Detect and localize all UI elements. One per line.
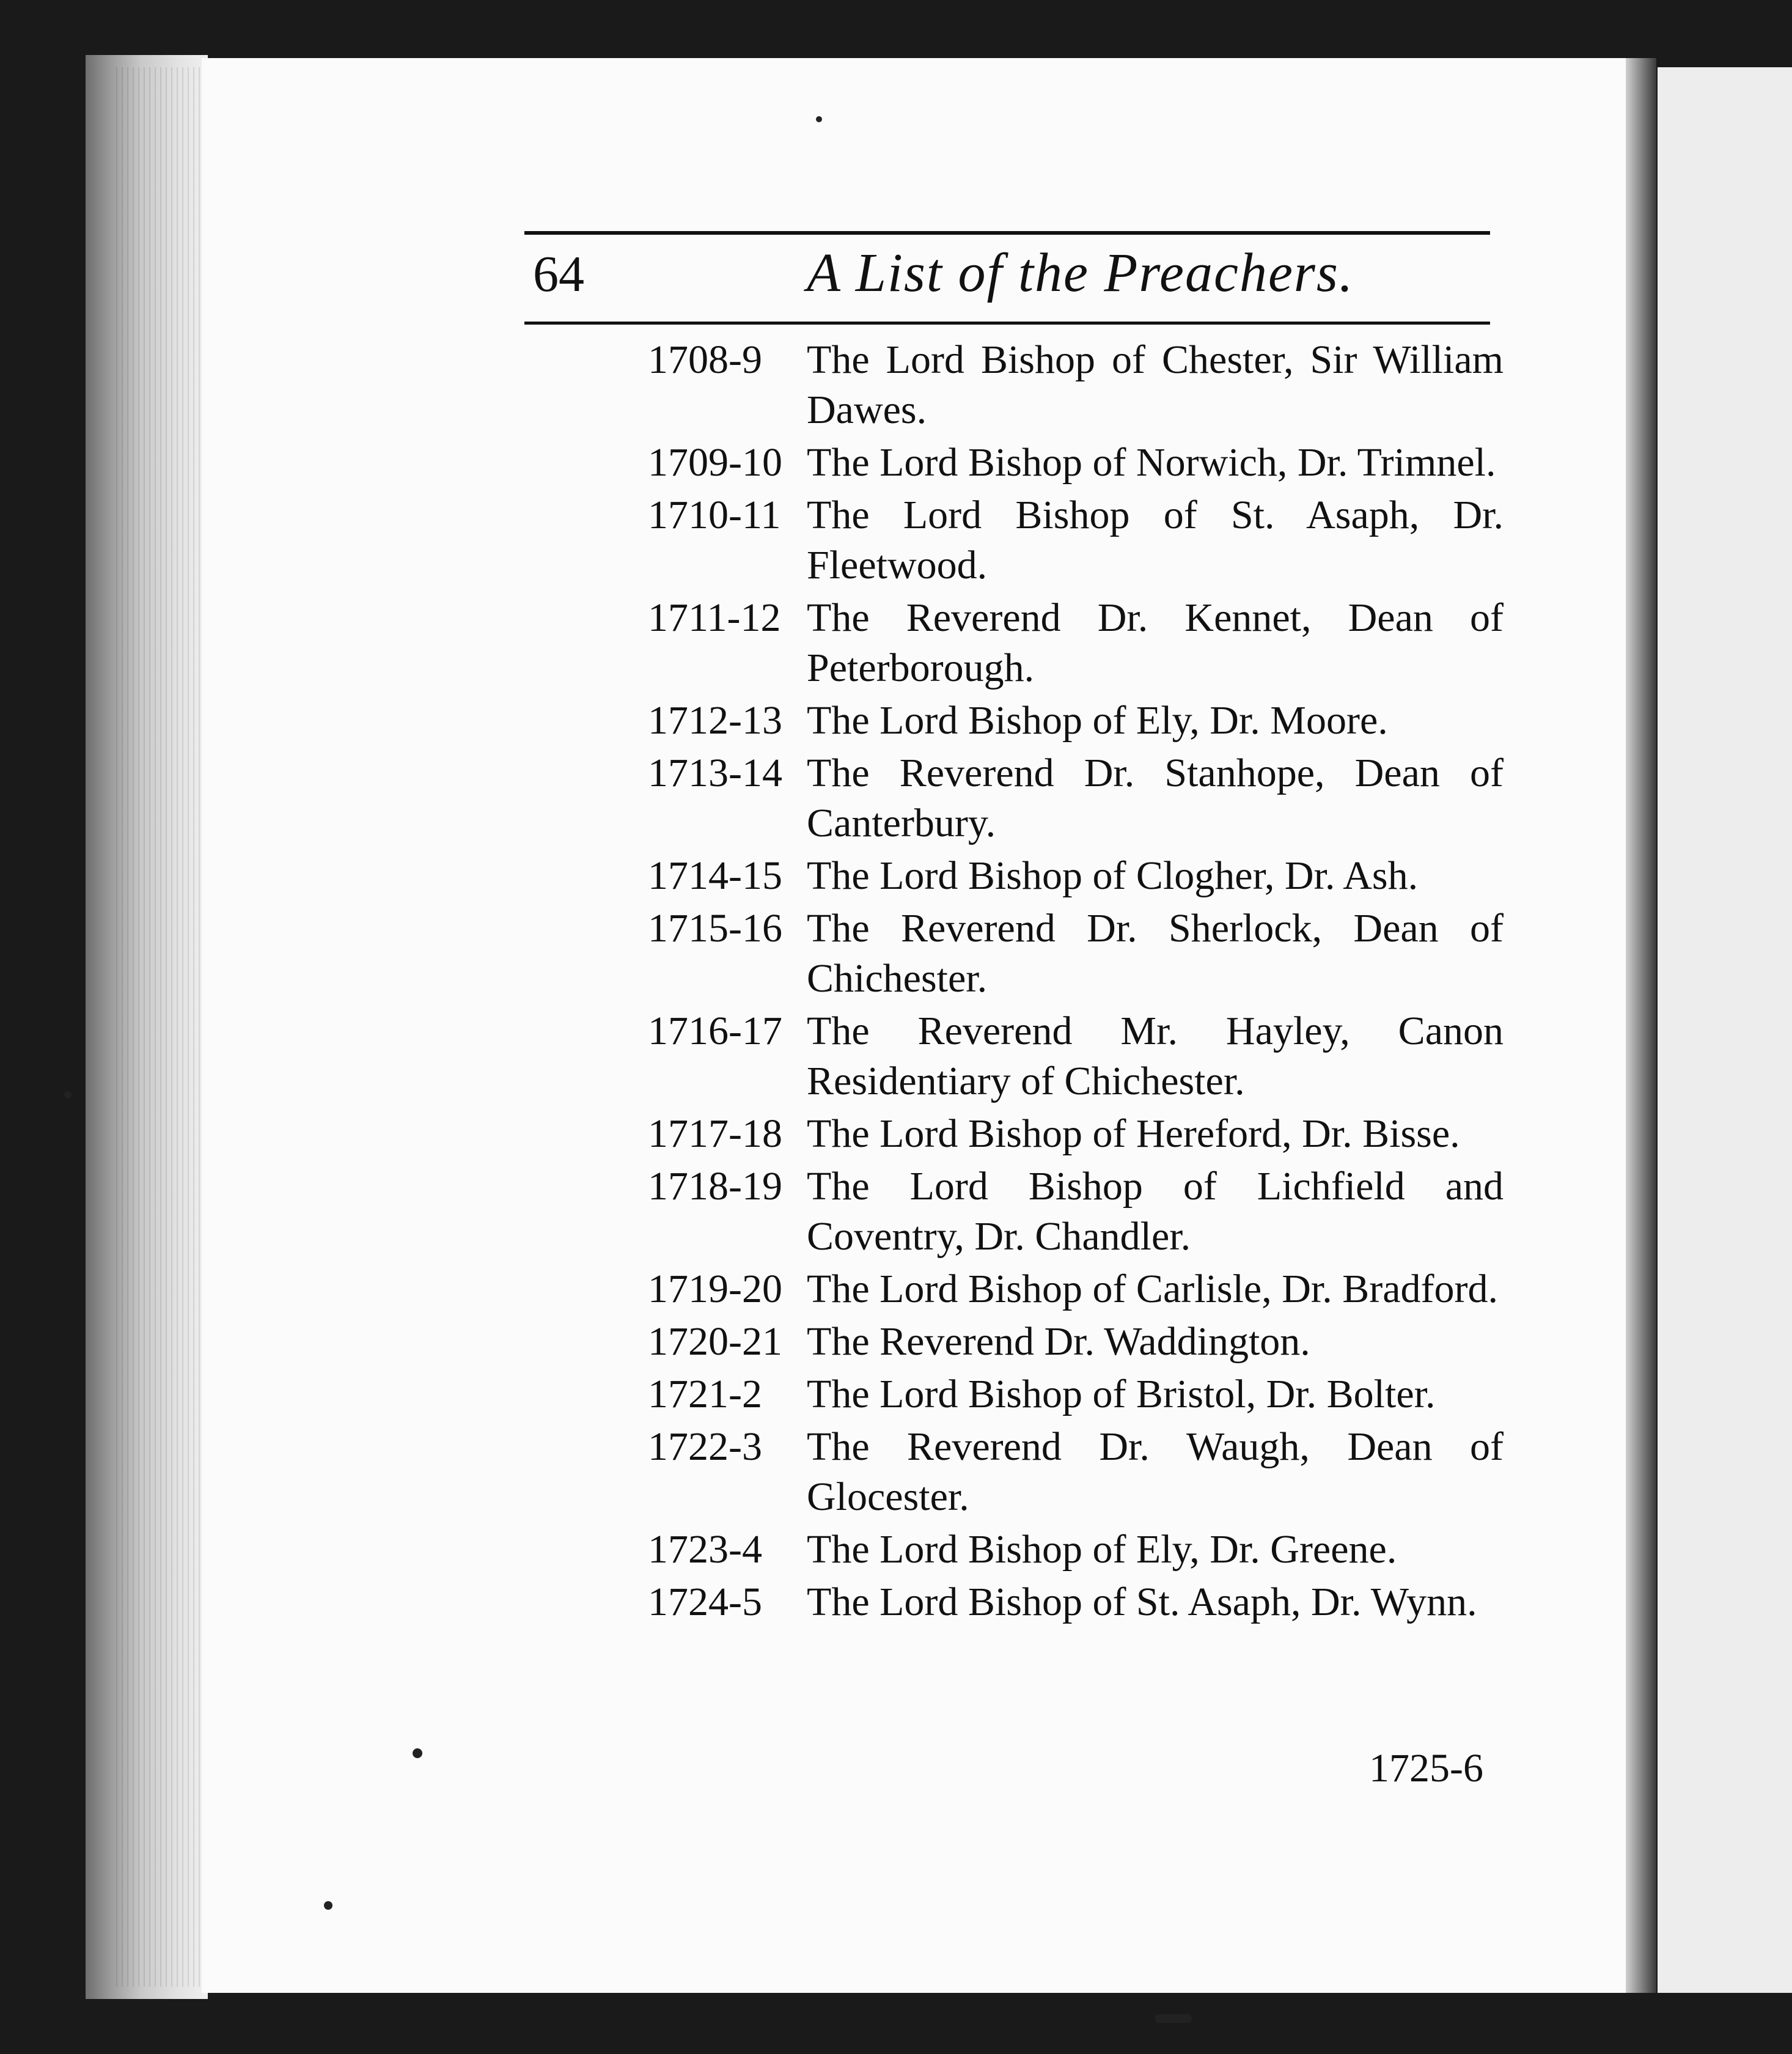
entry-year: 1721-2 (648, 1372, 762, 1416)
ink-speck (64, 1091, 72, 1099)
list-entry (648, 748, 1504, 848)
list-entry (648, 1006, 1504, 1106)
list-entry (648, 490, 1504, 591)
page-edge-lines (116, 67, 202, 1987)
entry-year: 1708-9 (648, 337, 762, 382)
entry-text: The Lord Bishop of Chester, Sir William Dawes. (807, 337, 1504, 432)
entry-text: The Reverend Dr. Kennet, Dean of Peterborough. (807, 595, 1504, 690)
entry-year: 1715-16 (648, 906, 782, 951)
ink-speck (413, 1748, 422, 1758)
entry-text: The Lord Bishop of Hereford, Dr. Bisse. (807, 1111, 1460, 1156)
list-entry (648, 1264, 1504, 1314)
entry-text: The Lord Bishop of Ely, Dr. Moore. (807, 698, 1388, 743)
entry-year: 1724-5 (648, 1580, 762, 1624)
entry-text: The Lord Bishop of Ely, Dr. Greene. (807, 1527, 1397, 1572)
facing-page (1658, 67, 1792, 1993)
entry-year: 1713-14 (648, 751, 782, 795)
entry-year: 1718-19 (648, 1164, 782, 1209)
entry-year: 1716-17 (648, 1009, 782, 1053)
running-title: A List of the Preachers. (807, 243, 1354, 303)
entry-year: 1709-10 (648, 440, 782, 485)
entry-text: The Lord Bishop of Lichfield and Coventry, Dr. Chandler. (807, 1164, 1504, 1259)
book-gutter (1626, 58, 1656, 1993)
list-entry (648, 1161, 1504, 1262)
entry-text: The Reverend Dr. Stanhope, Dean of Canterbury. (807, 751, 1504, 845)
entry-year: 1712-13 (648, 698, 782, 743)
list-entry (648, 1525, 1504, 1575)
entry-text: The Lord Bishop of St. Asaph, Dr. Wynn. (807, 1580, 1477, 1624)
header-rule-top (524, 231, 1490, 235)
list-entry (648, 1317, 1504, 1367)
entry-text: The Reverend Mr. Hayley, Canon Residentiary of Chichester. (807, 1009, 1504, 1103)
list-entry (648, 1577, 1504, 1627)
preacher-list (648, 335, 1504, 1630)
entry-year: 1711-12 (648, 595, 781, 640)
entry-year: 1720-21 (648, 1319, 782, 1364)
list-entry (648, 438, 1504, 488)
ink-speck (324, 1901, 332, 1910)
entry-text: The Lord Bishop of Carlisle, Dr. Bradford. (807, 1267, 1498, 1311)
entry-year: 1717-18 (648, 1111, 782, 1156)
ink-speck (1155, 2014, 1192, 2023)
entry-text: The Lord Bishop of St. Asaph, Dr. Fleetwood. (807, 493, 1504, 587)
page-number: 64 (533, 246, 584, 303)
entry-year: 1714-15 (648, 853, 782, 898)
list-entry (648, 904, 1504, 1004)
catchword: 1725-6 (1369, 1746, 1483, 1791)
header-rule-bottom (524, 322, 1490, 325)
entry-text: The Reverend Dr. Sherlock, Dean of Chichester. (807, 906, 1504, 1001)
list-entry (648, 335, 1504, 435)
entry-year: 1723-4 (648, 1527, 762, 1572)
entry-text: The Lord Bishop of Clogher, Dr. Ash. (807, 853, 1419, 898)
entry-year: 1710-11 (648, 493, 781, 537)
entry-text: The Reverend Dr. Waugh, Dean of Glocester. (807, 1424, 1504, 1519)
entry-year: 1719-20 (648, 1267, 782, 1311)
list-entry (648, 696, 1504, 746)
list-entry (648, 851, 1504, 901)
list-entry (648, 1369, 1504, 1419)
ink-speck (816, 116, 822, 122)
entry-text: The Lord Bishop of Norwich, Dr. Trimnel. (807, 440, 1496, 485)
list-entry (648, 1422, 1504, 1522)
list-entry (648, 593, 1504, 693)
entry-text: The Lord Bishop of Bristol, Dr. Bolter. (807, 1372, 1436, 1416)
list-entry (648, 1109, 1504, 1159)
entry-year: 1722-3 (648, 1424, 762, 1469)
entry-text: The Reverend Dr. Waddington. (807, 1319, 1310, 1364)
